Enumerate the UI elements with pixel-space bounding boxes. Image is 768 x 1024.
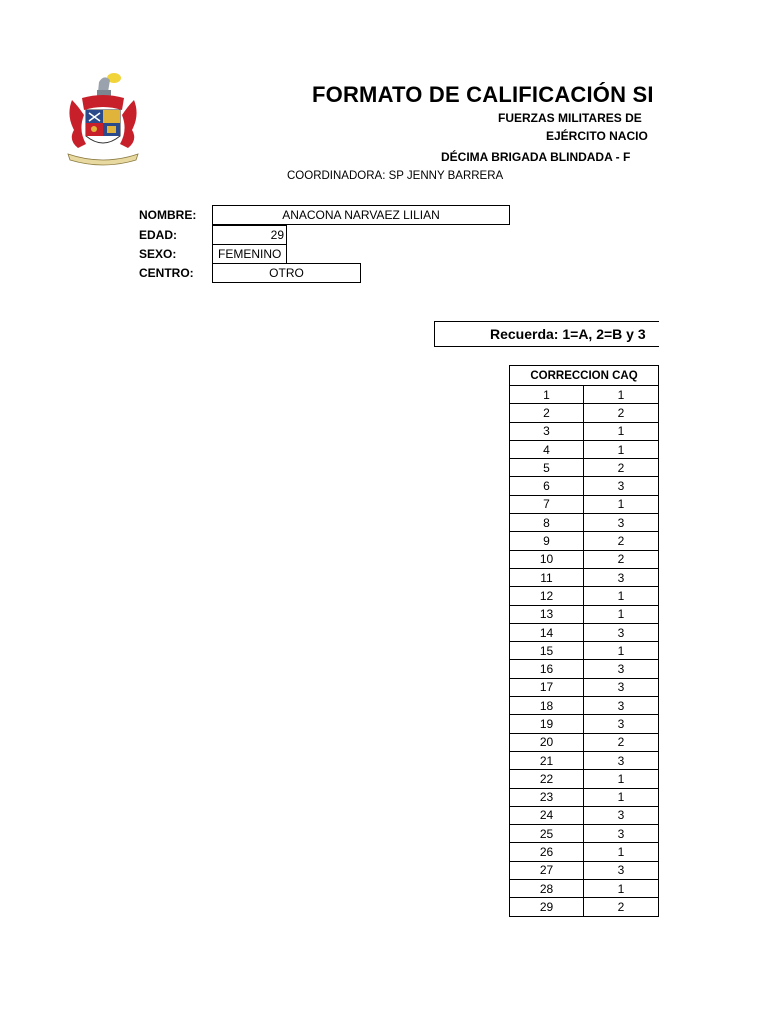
answer-cell[interactable]: 2	[584, 404, 659, 422]
question-number-cell[interactable]: 25	[510, 825, 584, 843]
question-number-cell[interactable]: 24	[510, 806, 584, 824]
question-number-cell[interactable]: 23	[510, 788, 584, 806]
answer-cell[interactable]: 1	[584, 495, 659, 513]
question-number-cell[interactable]: 21	[510, 751, 584, 769]
table-row	[510, 440, 659, 458]
question-number-cell[interactable]: 28	[510, 880, 584, 898]
correction-header: CORRECCION CAQ	[510, 366, 659, 386]
edad-label: EDAD:	[139, 228, 177, 242]
table-row	[510, 514, 659, 532]
question-number-cell[interactable]: 1	[510, 386, 584, 404]
question-number-cell[interactable]: 2	[510, 404, 584, 422]
centro-label: CENTRO:	[139, 266, 194, 280]
answer-cell[interactable]: 1	[584, 605, 659, 623]
table-row	[510, 825, 659, 843]
table-row	[510, 678, 659, 696]
answer-cell[interactable]: 1	[584, 770, 659, 788]
table-row	[510, 642, 659, 660]
answer-cell[interactable]: 1	[584, 386, 659, 404]
table-row	[510, 660, 659, 678]
question-number-cell[interactable]: 9	[510, 532, 584, 550]
sexo-field[interactable]: FEMENINO	[212, 244, 287, 264]
table-row	[510, 623, 659, 641]
table-row	[510, 715, 659, 733]
answer-cell[interactable]: 3	[584, 806, 659, 824]
answer-cell[interactable]: 3	[584, 861, 659, 879]
question-number-cell[interactable]: 3	[510, 422, 584, 440]
question-number-cell[interactable]: 16	[510, 660, 584, 678]
question-number-cell[interactable]: 18	[510, 697, 584, 715]
table-row	[510, 751, 659, 769]
subtitle-brigade: DÉCIMA BRIGADA BLINDADA - F	[441, 150, 631, 164]
answer-cell[interactable]: 3	[584, 514, 659, 532]
answer-cell[interactable]: 3	[584, 568, 659, 586]
table-row	[510, 806, 659, 824]
answer-cell[interactable]: 1	[584, 440, 659, 458]
question-number-cell[interactable]: 6	[510, 477, 584, 495]
answer-cell[interactable]: 3	[584, 623, 659, 641]
answer-cell[interactable]: 3	[584, 660, 659, 678]
answer-cell[interactable]: 2	[584, 532, 659, 550]
answer-cell[interactable]: 3	[584, 678, 659, 696]
table-row	[510, 770, 659, 788]
table-row	[510, 386, 659, 404]
question-number-cell[interactable]: 12	[510, 587, 584, 605]
table-row	[510, 697, 659, 715]
army-crest-icon	[64, 70, 142, 170]
question-number-cell[interactable]: 7	[510, 495, 584, 513]
question-number-cell[interactable]: 13	[510, 605, 584, 623]
table-row	[510, 477, 659, 495]
subtitle-army: EJÉRCITO NACIO	[546, 129, 648, 143]
question-number-cell[interactable]: 17	[510, 678, 584, 696]
edad-field[interactable]: 29	[212, 225, 287, 245]
table-row	[510, 495, 659, 513]
answer-cell[interactable]: 2	[584, 459, 659, 477]
question-number-cell[interactable]: 29	[510, 898, 584, 916]
answer-cell[interactable]: 1	[584, 642, 659, 660]
coordinator-label: COORDINADORA: SP JENNY BARRERA	[287, 170, 504, 182]
answer-cell[interactable]: 2	[584, 550, 659, 568]
table-row	[510, 880, 659, 898]
answer-cell[interactable]: 3	[584, 477, 659, 495]
table-row	[510, 532, 659, 550]
answer-cell[interactable]: 1	[584, 880, 659, 898]
question-number-cell[interactable]: 20	[510, 733, 584, 751]
sexo-label: SEXO:	[139, 247, 177, 261]
question-number-cell[interactable]: 19	[510, 715, 584, 733]
correction-table	[509, 365, 659, 917]
question-number-cell[interactable]: 8	[510, 514, 584, 532]
nombre-label: NOMBRE:	[139, 208, 197, 222]
answer-cell[interactable]: 2	[584, 898, 659, 916]
question-number-cell[interactable]: 10	[510, 550, 584, 568]
table-row	[510, 459, 659, 477]
question-number-cell[interactable]: 4	[510, 440, 584, 458]
form-title: FORMATO DE CALIFICACIÓN SI	[312, 82, 654, 107]
answer-cell[interactable]: 1	[584, 788, 659, 806]
question-number-cell[interactable]: 15	[510, 642, 584, 660]
table-row	[510, 861, 659, 879]
question-number-cell[interactable]: 22	[510, 770, 584, 788]
answer-cell[interactable]: 3	[584, 825, 659, 843]
answer-cell[interactable]: 1	[584, 843, 659, 861]
nombre-field[interactable]: ANACONA NARVAEZ LILIAN	[212, 205, 510, 225]
question-number-cell[interactable]: 14	[510, 623, 584, 641]
answer-cell[interactable]: 1	[584, 422, 659, 440]
answer-cell[interactable]: 1	[584, 587, 659, 605]
table-row	[510, 422, 659, 440]
table-row	[510, 898, 659, 916]
table-row	[510, 788, 659, 806]
table-row	[510, 587, 659, 605]
reminder-box: Recuerda: 1=A, 2=B y 3	[434, 321, 659, 347]
table-row	[510, 843, 659, 861]
answer-cell[interactable]: 3	[584, 751, 659, 769]
table-row	[510, 404, 659, 422]
table-row	[510, 568, 659, 586]
question-number-cell[interactable]: 26	[510, 843, 584, 861]
answer-cell[interactable]: 3	[584, 715, 659, 733]
centro-field[interactable]: OTRO	[212, 263, 361, 283]
question-number-cell[interactable]: 27	[510, 861, 584, 879]
question-number-cell[interactable]: 5	[510, 459, 584, 477]
table-row	[510, 550, 659, 568]
answer-cell[interactable]: 2	[584, 733, 659, 751]
table-row	[510, 733, 659, 751]
table-row	[510, 605, 659, 623]
question-number-cell[interactable]: 11	[510, 568, 584, 586]
answer-cell[interactable]: 3	[584, 697, 659, 715]
subtitle-military-forces: FUERZAS MILITARES DE	[498, 111, 642, 125]
